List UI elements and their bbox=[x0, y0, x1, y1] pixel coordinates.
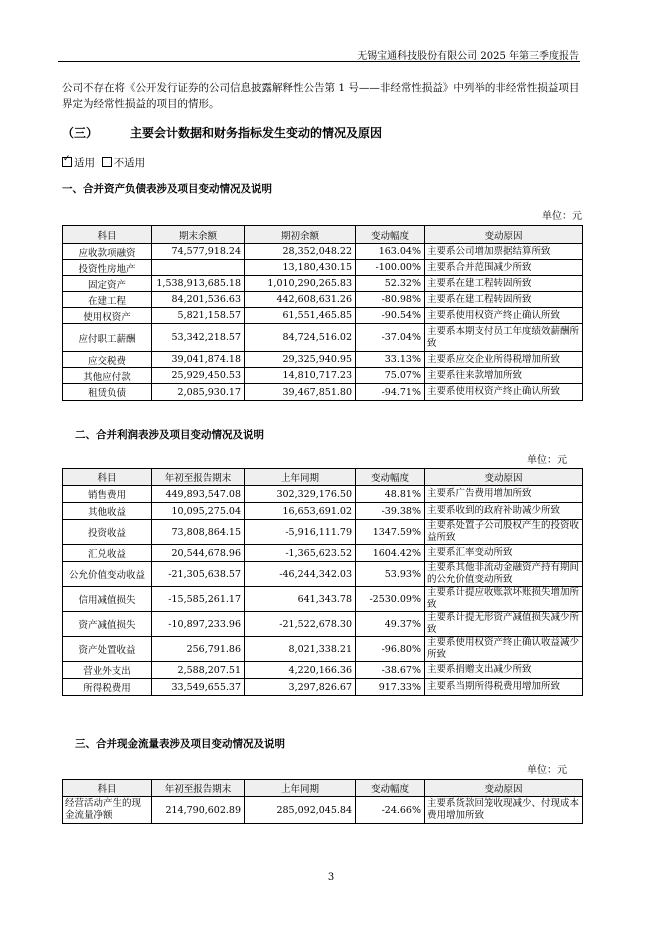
row-current-value: 53,342,218.57 bbox=[152, 324, 245, 352]
row-change-reason: 主要系汇率变动所致 bbox=[425, 545, 583, 562]
row-current-value: 73,808,864.15 bbox=[152, 520, 245, 545]
income-table bbox=[62, 468, 583, 696]
row-current-value: 5,821,158.57 bbox=[152, 308, 245, 324]
row-change-rate: 1604.42% bbox=[356, 545, 425, 562]
row-subject: 资产处置收益 bbox=[63, 637, 152, 662]
row-subject: 投资收益 bbox=[63, 520, 152, 545]
row-subject: 其他应付款 bbox=[63, 368, 152, 384]
row-subject: 销售费用 bbox=[63, 486, 152, 503]
row-subject: 其他收益 bbox=[63, 503, 152, 520]
row-prior-value: 84,724,516.02 bbox=[245, 324, 356, 352]
table-row bbox=[63, 352, 583, 368]
row-subject: 汇兑收益 bbox=[63, 545, 152, 562]
applicable-checkbox[interactable] bbox=[62, 157, 72, 167]
table-row bbox=[63, 244, 583, 260]
row-subject: 营业外支出 bbox=[63, 662, 152, 679]
table-row bbox=[63, 562, 583, 587]
row-prior-value: 1,010,290,265.83 bbox=[245, 276, 356, 292]
row-current-value: 74,577,918.24 bbox=[152, 244, 245, 260]
not-applicable-checkbox[interactable] bbox=[102, 157, 112, 167]
row-subject: 在建工程 bbox=[63, 292, 152, 308]
row-change-reason: 主要系往来款增加所致 bbox=[425, 368, 583, 384]
row-change-reason: 主要系使用权资产终止确认所致 bbox=[425, 308, 583, 324]
row-change-reason: 主要系处置子公司股权产生的投资收益所致 bbox=[425, 520, 583, 545]
row-subject: 应付职工薪酬 bbox=[63, 324, 152, 352]
row-prior-value: -21,522,678.30 bbox=[245, 612, 356, 637]
table-row bbox=[63, 545, 583, 562]
column-header: 变动原因 bbox=[425, 226, 583, 244]
row-subject: 所得税费用 bbox=[63, 679, 152, 696]
row-change-reason: 主要系捐赠支出减少所致 bbox=[425, 662, 583, 679]
row-subject: 应交税费 bbox=[63, 352, 152, 368]
row-change-rate: 52.32% bbox=[356, 276, 425, 292]
row-prior-value: 14,810,717.23 bbox=[245, 368, 356, 384]
row-change-rate: 917.33% bbox=[356, 679, 425, 696]
table-row bbox=[63, 384, 583, 401]
table-row bbox=[63, 308, 583, 324]
row-prior-value: 285,092,045.84 bbox=[245, 797, 356, 824]
row-current-value: 256,791.86 bbox=[152, 637, 245, 662]
row-prior-value: -1,365,623.52 bbox=[245, 545, 356, 562]
row-change-reason: 主要系在建工程转固所致 bbox=[425, 292, 583, 308]
column-header: 年初至报告期末 bbox=[152, 780, 245, 797]
row-change-reason: 主要系使用权资产终止确认所致 bbox=[425, 384, 583, 401]
table-row bbox=[63, 292, 583, 308]
column-header: 上年同期 bbox=[245, 780, 356, 797]
column-header: 变动幅度 bbox=[356, 780, 425, 797]
table-row bbox=[63, 797, 583, 824]
page-number: 3 bbox=[327, 872, 335, 883]
row-current-value: 25,929,450.53 bbox=[152, 368, 245, 384]
section-title: 主要会计数据和财务指标发生变动的情况及原因 bbox=[130, 126, 383, 140]
table-row bbox=[63, 662, 583, 679]
balance-unit: 单位：元 bbox=[542, 211, 582, 222]
column-header: 期初余额 bbox=[245, 226, 356, 244]
table-row bbox=[63, 520, 583, 545]
row-change-reason: 主要系使用权资产终止确认收益减少所致 bbox=[425, 637, 583, 662]
row-current-value: 84,201,536.63 bbox=[152, 292, 245, 308]
row-current-value: 39,041,874.18 bbox=[152, 352, 245, 368]
row-prior-value: 8,021,338.21 bbox=[245, 637, 356, 662]
table-row bbox=[63, 503, 583, 520]
row-prior-value: -5,916,111.79 bbox=[245, 520, 356, 545]
row-change-reason: 主要系收到的政府补助减少所致 bbox=[425, 503, 583, 520]
row-current-value bbox=[152, 260, 245, 276]
row-prior-value: 16,653,691.02 bbox=[245, 503, 356, 520]
row-prior-value: 302,329,176.50 bbox=[245, 486, 356, 503]
row-current-value: -15,585,261.17 bbox=[152, 587, 245, 612]
table-row bbox=[63, 679, 583, 696]
row-change-rate: -96.80% bbox=[356, 637, 425, 662]
column-header: 上年同期 bbox=[245, 469, 356, 486]
cashflow-table bbox=[62, 779, 583, 824]
row-current-value: 2,588,207.51 bbox=[152, 662, 245, 679]
table-row bbox=[63, 260, 583, 276]
row-change-rate: 75.07% bbox=[356, 368, 425, 384]
section-number: （三） bbox=[62, 126, 99, 140]
cashflow-unit: 单位：元 bbox=[527, 765, 567, 776]
column-header: 期末余额 bbox=[152, 226, 245, 244]
row-current-value: 1,538,913,685.18 bbox=[152, 276, 245, 292]
row-current-value: 449,893,547.08 bbox=[152, 486, 245, 503]
header-divider bbox=[58, 61, 580, 62]
table-row bbox=[63, 612, 583, 637]
row-change-reason: 主要系货款回笼收现减少、付现成本费用增加所致 bbox=[425, 797, 583, 824]
row-change-rate: -100.00% bbox=[356, 260, 425, 276]
row-prior-value: 13,180,430.15 bbox=[245, 260, 356, 276]
row-subject: 资产减值损失 bbox=[63, 612, 152, 637]
row-change-reason: 主要系应交企业所得税增加所致 bbox=[425, 352, 583, 368]
report-header: 无锡宝通科技股份有限公司 2025 年第三季度报告 bbox=[357, 51, 579, 62]
row-prior-value: 39,467,851.80 bbox=[245, 384, 356, 401]
cashflow-section-title: 三、合并现金流量表涉及项目变动情况及说明 bbox=[75, 738, 285, 750]
row-current-value: 214,790,602.89 bbox=[152, 797, 245, 824]
section-heading bbox=[62, 124, 382, 141]
table-row bbox=[63, 368, 583, 384]
row-change-rate: -38.67% bbox=[356, 662, 425, 679]
row-subject: 使用权资产 bbox=[63, 308, 152, 324]
row-subject: 公允价值变动收益 bbox=[63, 562, 152, 587]
row-prior-value: 3,297,826.67 bbox=[245, 679, 356, 696]
row-change-rate: -90.54% bbox=[356, 308, 425, 324]
row-current-value: 2,085,930.17 bbox=[152, 384, 245, 401]
table-row bbox=[63, 486, 583, 503]
row-prior-value: 641,343.78 bbox=[245, 587, 356, 612]
row-current-value: 20,544,678.96 bbox=[152, 545, 245, 562]
row-change-rate: -39.38% bbox=[356, 503, 425, 520]
row-change-rate: -37.04% bbox=[356, 324, 425, 352]
row-change-reason: 主要系当期所得税费用增加所致 bbox=[425, 679, 583, 696]
row-change-rate: 48.81% bbox=[356, 486, 425, 503]
row-change-reason: 主要系其他非流动金融资产持有期间的公允价值变动所致 bbox=[425, 562, 583, 587]
row-change-rate: -2530.09% bbox=[356, 587, 425, 612]
intro-paragraph: 公司不存在将《公开发行证券的公司信息披露解释性公告第 1 号——非经常性损益》中列举的非经常性损益项目界定为经常性损益的项目的情形。 bbox=[62, 82, 580, 110]
row-subject: 应收款项融资 bbox=[63, 244, 152, 260]
table-row bbox=[63, 276, 583, 292]
row-change-reason: 主要系计提应收账款坏账损失增加所致 bbox=[425, 587, 583, 612]
row-change-rate: 33.13% bbox=[356, 352, 425, 368]
row-prior-value: 61,551,465.85 bbox=[245, 308, 356, 324]
row-current-value: 10,095,275.04 bbox=[152, 503, 245, 520]
row-change-reason: 主要系在建工程转固所致 bbox=[425, 276, 583, 292]
income-section-title: 二、合并利润表涉及项目变动情况及说明 bbox=[75, 429, 264, 441]
row-current-value: 33,549,655.37 bbox=[152, 679, 245, 696]
column-header: 变动原因 bbox=[425, 780, 583, 797]
applicable-label: 适用 bbox=[74, 157, 95, 169]
column-header: 年初至报告期末 bbox=[152, 469, 245, 486]
row-prior-value: -46,244,342.03 bbox=[245, 562, 356, 587]
row-prior-value: 442,608,631.26 bbox=[245, 292, 356, 308]
column-header: 变动幅度 bbox=[356, 226, 425, 244]
balance-table bbox=[62, 225, 583, 401]
column-header: 变动幅度 bbox=[356, 469, 425, 486]
applicability-options bbox=[62, 155, 145, 170]
income-unit: 单位：元 bbox=[527, 455, 567, 466]
table-row bbox=[63, 637, 583, 662]
row-change-rate: 53.93% bbox=[356, 562, 425, 587]
row-change-rate: -80.98% bbox=[356, 292, 425, 308]
row-current-value: -21,305,638.57 bbox=[152, 562, 245, 587]
row-subject: 固定资产 bbox=[63, 276, 152, 292]
table-row bbox=[63, 587, 583, 612]
row-change-reason: 主要系广告费用增加所致 bbox=[425, 486, 583, 503]
column-header: 科目 bbox=[63, 780, 152, 797]
column-header: 科目 bbox=[63, 469, 152, 486]
row-prior-value: 28,352,048.22 bbox=[245, 244, 356, 260]
column-header: 变动原因 bbox=[425, 469, 583, 486]
row-subject: 信用减值损失 bbox=[63, 587, 152, 612]
row-change-rate: 163.04% bbox=[356, 244, 425, 260]
row-change-reason: 主要系公司增加票据结算所致 bbox=[425, 244, 583, 260]
row-current-value: -10,897,233.96 bbox=[152, 612, 245, 637]
row-subject: 经营活动产生的现金流量净额 bbox=[63, 797, 152, 824]
row-prior-value: 4,220,166.36 bbox=[245, 662, 356, 679]
row-subject: 租赁负债 bbox=[63, 384, 152, 401]
row-change-rate: -94.71% bbox=[356, 384, 425, 401]
row-subject: 投资性房地产 bbox=[63, 260, 152, 276]
not-applicable-label: 不适用 bbox=[113, 157, 146, 169]
row-change-rate: -24.66% bbox=[356, 797, 425, 824]
row-change-reason: 主要系合并范围减少所致 bbox=[425, 260, 583, 276]
row-change-reason: 主要系计提无形资产减值损失减少所致 bbox=[425, 612, 583, 637]
column-header: 科目 bbox=[63, 226, 152, 244]
balance-section-title: 一、合并资产负债表涉及项目变动情况及说明 bbox=[62, 183, 272, 195]
row-change-rate: 49.37% bbox=[356, 612, 425, 637]
row-change-rate: 1347.59% bbox=[356, 520, 425, 545]
row-prior-value: 29,325,940.95 bbox=[245, 352, 356, 368]
row-change-reason: 主要系本期支付员工年度绩效薪酬所致 bbox=[425, 324, 583, 352]
table-row bbox=[63, 324, 583, 352]
